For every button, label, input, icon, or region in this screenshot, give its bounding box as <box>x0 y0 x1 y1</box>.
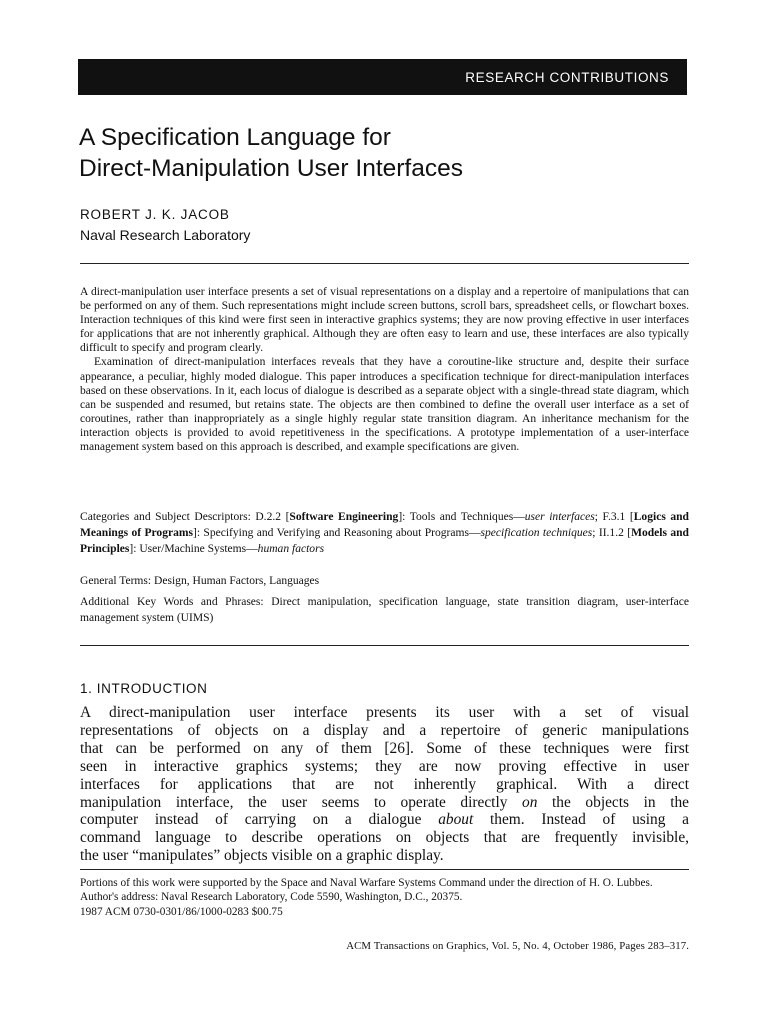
intro-text: manipulation interface, the user seems to operate directly <box>80 793 523 811</box>
cat-sep-5: ]: User/Machine Systems— <box>129 542 258 555</box>
cat-lead: Categories and Subject Descriptors: D.2.2 [ <box>80 511 290 523</box>
intro-line: the user “manipulates” objects visible on a graphic display. <box>80 847 444 865</box>
intro-line: interfaces for applications that are not inherently graphical. With a direct <box>80 775 689 793</box>
title-line-1: A Specification Language for <box>79 124 391 151</box>
cat-ital-1: user interfaces <box>524 511 595 523</box>
cat-sep-3: ]: Specifying and Verifying and Reasoning about Programs— <box>192 526 481 539</box>
intro-text: the objects in the <box>537 793 690 811</box>
footnote-copyright: 1987 ACM 0730-0301/86/1000-0283 $00.75 <box>80 905 283 918</box>
intro-emphasis: about <box>438 811 474 829</box>
cat-term-3: Models and Principles <box>80 526 689 555</box>
intro-line: representations of objects on a display and a repertoire of generic manipulations <box>80 721 689 739</box>
introduction-body <box>80 704 689 865</box>
divider-top <box>80 263 689 264</box>
cat-ital-3: human factors <box>257 542 325 555</box>
footnote-support: Portions of this work were supported by the Space and Naval Warfare Systems Command under the direction of H. O. Lubbes. <box>80 877 653 889</box>
footnote-rule <box>80 869 689 870</box>
author-name: ROBERT J. K. JACOB <box>80 207 230 222</box>
footnotes <box>80 876 689 919</box>
abstract-paragraph-1: A direct-manipulation user interface presents a set of visual representations on a display and a repertoire of manipulations that can be performed on any of them. Such representations might include screen buttons, scroll bars, spreadsheet cells, or flowchart boxes. Interaction techniques of this kind were first seen in interactive graphics systems; they are now proving effective in user interfaces for applications that are not inherently graphical. Although they are often easy to learn and use, these interfaces are also typically difficult to specify and program clearly. <box>80 286 689 355</box>
footnote-address: Author's address: Naval Research Laboratory, Code 5590, Washington, D.C., 20375. <box>80 891 463 904</box>
author-affiliation: Naval Research Laboratory <box>80 227 251 243</box>
divider-middle <box>80 645 689 646</box>
cat-sep-1: ]: Tools and Techniques— <box>398 511 525 523</box>
cat-ital-2: specification techniques <box>480 526 593 539</box>
intro-line: A direct-manipulation user interface presents its user with a set of visual <box>80 704 689 721</box>
categories-descriptors <box>80 510 689 557</box>
general-terms: General Terms: Design, Human Factors, Languages <box>80 575 320 587</box>
intro-line: seen in interactive graphics systems; they are now proving effective in user <box>80 757 689 775</box>
section-heading-introduction: 1. INTRODUCTION <box>80 681 208 696</box>
section-label: RESEARCH CONTRIBUTIONS <box>465 69 669 85</box>
abstract <box>80 285 689 454</box>
cat-term-1: Software Engineering <box>289 511 399 523</box>
journal-citation: ACM Transactions on Graphics, Vol. 5, No. 4, October 1986, Pages 283–317. <box>346 940 689 952</box>
cat-sep-2: ; F.3.1 [ <box>594 511 634 523</box>
additional-keywords: Additional Key Words and Phrases: Direct manipulation, specification language, state transition diagram, user-interface management system (UIMS) <box>80 596 689 624</box>
cat-term-2: Logics and Meanings of Programs <box>80 511 689 539</box>
paper-title <box>79 122 679 184</box>
intro-text: computer instead of carrying on a dialogue <box>80 811 439 829</box>
section-banner <box>78 59 687 95</box>
abstract-paragraph-2: Examination of direct-manipulation interfaces reveals that they have a coroutine-like structure and, despite their surface appearance, a peculiar, highly moded dialogue. This paper introduces a specification technique for direct-manipulation interfaces based on these observations. In it, each locus of dialogue is described as a separate object with a single-thread state diagram, which can be suspended and resumed, but retains state. The objects are then combined to define the overall user interface as a set of coroutines, rather than inappropriately as a single highly regular state transition diagram. An inheritance mechanism for the interaction objects is provided to avoid repetitiveness in the specifications. A prototype implementation of a user-interface management system based on this approach is described, and example specifications are given. <box>80 356 689 454</box>
intro-line <box>80 811 689 829</box>
intro-line: command language to describe operations on objects that are frequently invisible, <box>80 829 689 847</box>
intro-line <box>80 794 689 812</box>
title-line-2: Direct-Manipulation User Interfaces <box>79 155 463 182</box>
cat-sep-4: ; II.1.2 [ <box>592 526 632 539</box>
intro-text: them. Instead of using a <box>473 811 689 829</box>
intro-emphasis: on <box>522 793 538 811</box>
intro-line: that can be performed on any of them [26]. Some of these techniques were first <box>80 739 689 757</box>
